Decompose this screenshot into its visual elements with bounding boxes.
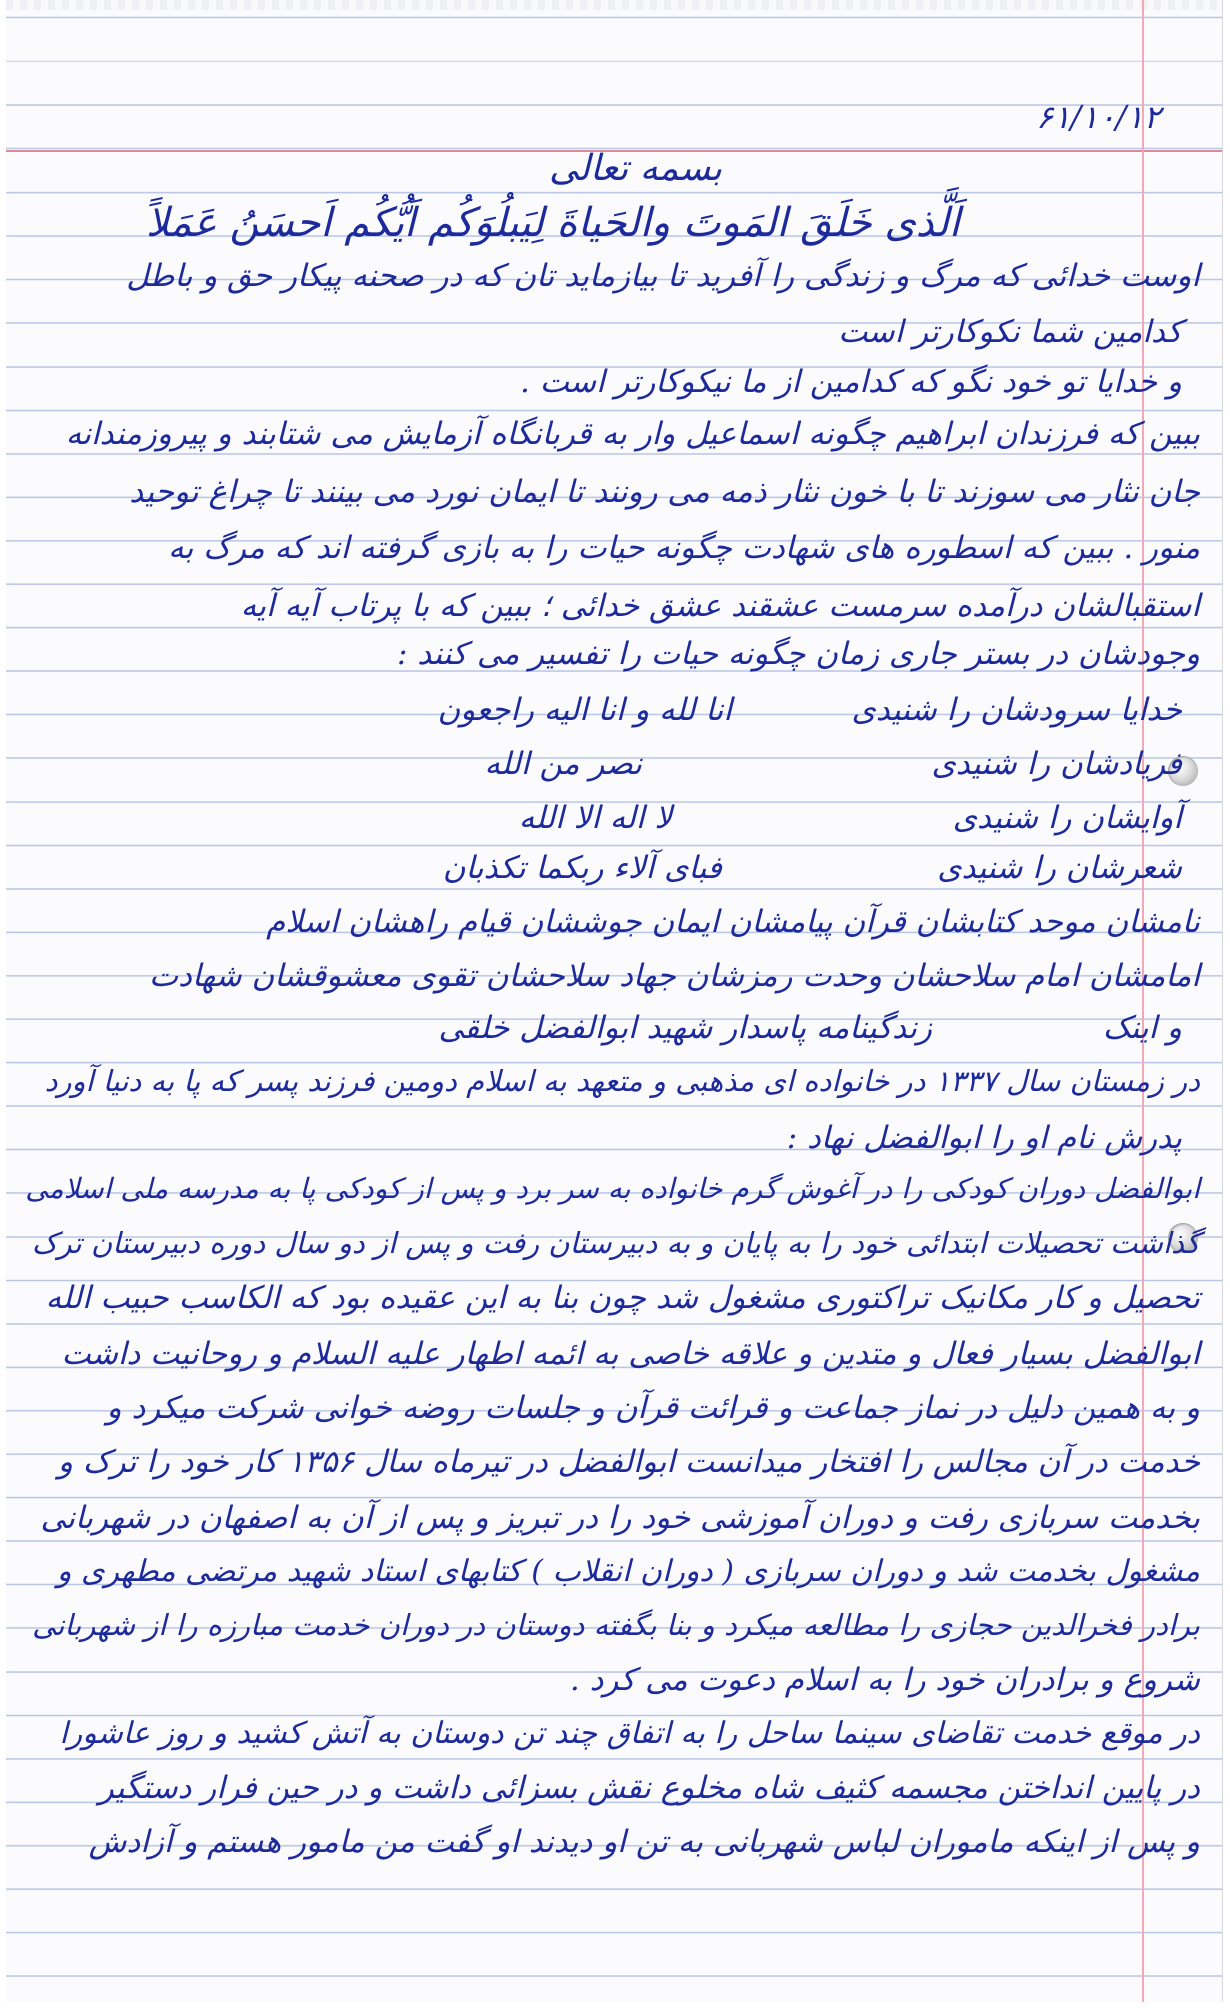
document-date: ۶۱/۱۰/۱۲ [1036,98,1161,136]
biography-title: زندگینامه پاسدار شهید ابوالفضل خلقی [438,1010,932,1046]
bio-line: و به همین دلیل در نماز جماعت و قرائت قرآن و جلسات روضه خوانی شرکت میکرد و [106,1390,1200,1426]
bio-line: و پس از اینکه ماموران لباس شهربانی به تن او دیدند او گفت من مامور هستم و آزادش [88,1824,1200,1860]
bio-line: شروع و برادران خود را به اسلام دعوت می کرد . [569,1662,1200,1698]
recitation-reply: نصر من الله [484,746,642,782]
notebook-page [6,0,1223,2002]
bio-line: برادر فخرالدین حجازی را مطالعه میکرد و بنا بگفته دوستان در دوران خدمت مبارزه را از شهربانی [32,1608,1200,1642]
margin-rule [1142,0,1144,2002]
bio-line: در پایین انداختن مجسمه کثیف شاه مخلوع نقش بسزائی داشت و در حین فرار دستگیر [98,1770,1200,1806]
recitation-row [6,746,1222,796]
torn-top-edge [6,0,1222,10]
names-line: نامشان موحد کتابشان قرآن پیامشان ایمان جوششان قیام راهشان اسلام [266,904,1200,940]
bio-line: مشغول بخدمت شد و دوران سربازی ( دوران انقلاب ) کتابهای استاد شهید مرتضی مطهری و [56,1554,1200,1589]
recitation-prompt: خدایا سرودشان را شنیدی [851,692,1182,728]
bismillah-heading: بسمه تعالی [548,148,722,189]
recitation-row [6,692,1222,742]
bio-line: ابوالفضل دوران کودکی را در آغوش گرم خانواده به سر برد و پس از کودکی پا به مدرسه ملی اسلامی [25,1172,1200,1205]
signature-prefix: و اینک [1102,1010,1182,1046]
bio-line: خدمت در آن مجالس را افتخار میدانست ابوالفضل در تیرماه سال ۱۳۵۶ کار خود را ترک و [58,1444,1200,1480]
recitation-prompt: آوایشان را شنیدی [952,800,1182,836]
recitation-row [6,850,1222,900]
intro-line: استقبالشان درآمده سرمست عشقند عشق خدائی ؛ ببین که با پرتاب آیه آیه [240,588,1200,624]
bio-line: پدرش نام او را ابوالفضل نهاد : [786,1120,1182,1156]
recitation-row [6,800,1222,850]
bio-line: گذاشت تحصیلات ابتدائی خود را به پایان و به دبیرستان رفت و پس از دو سال دوره دبیرستان ترک [31,1226,1200,1260]
intro-line: منور . ببین که اسطوره های شهادت چگونه حیات را به بازی گرفته اند که مرگ به [168,530,1200,566]
bio-line: در زمستان سال ۱۳۳۷ در خانواده ای مذهبی و متعهد به اسلام دومین فرزند پسر که پا به دنیا آورد [44,1064,1200,1098]
recitation-prompt: فریادشان را شنیدی [931,746,1182,782]
bio-line: ابوالفضل بسیار فعال و متدین و علاقه خاصی به ائمه اطهار علیه السلام و روحانیت داشت [61,1336,1200,1372]
quran-verse: اَلَّذی خَلَقَ المَوتَ والحَیاةَ لِیَبلُوَکُم اَیُّکُم اَحسَنُ عَمَلاً [145,200,960,246]
intro-line: اوست خدائی که مرگ و زندگی را آفرید تا بیازماید تان که در صحنه پیکار حق و باطل [126,258,1200,294]
intro-line: جان نثار می سوزند تا با خون نثار ذمه می رونند تا ایمان نورد می بینند تا چراغ توحید [129,474,1200,510]
intro-line: ببین که فرزندان ابراهیم چگونه اسماعیل وار به قربانگاه آزمایش می شتابند و پیروزمندانه [65,416,1200,452]
intro-line: کدامین شما نکوکارتر است [838,314,1182,350]
intro-line: و خدایا تو خود نگو که کدامین از ما نیکوکارتر است . [520,364,1182,400]
intro-line: وجودشان در بستر جاری زمان چگونه حیات را تفسیر می کنند : [396,636,1200,672]
signature-row [6,1010,1222,1060]
recitation-reply: فبای آلاء ربکما تکذبان [442,850,722,886]
recitation-prompt: شعرشان را شنیدی [937,850,1182,886]
bio-line: تحصیل و کار مکانیک تراکتوری مشغول شد چون بنا به این عقیده بود که الکاسب حبیب الله [45,1280,1200,1316]
names-line: امامشان امام سلاحشان وحدت رمزشان جهاد سلاحشان تقوی معشوقشان شهادت [148,958,1200,994]
recitation-reply: لا اله الا الله [518,800,672,836]
recitation-reply: انا لله و انا الیه راجعون [437,692,732,728]
bio-line: بخدمت سربازی رفت و دوران آموزشی خود را در تبریز و پس از آن به اصفهان در شهربانی [40,1500,1200,1536]
bio-line: در موقع خدمت تقاضای سینما ساحل را به اتفاق چند تن دوستان به آتش کشید و روز عاشورا [59,1716,1200,1751]
